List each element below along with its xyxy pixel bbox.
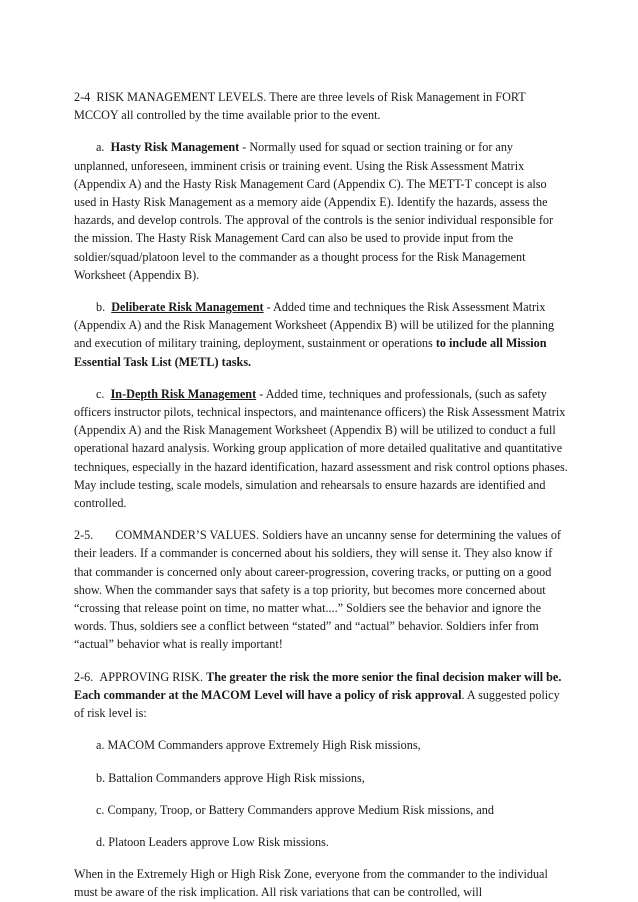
section-text: RISK MANAGEMENT LEVELS. There are three levels of Risk Management in FORT MCCOY all controlled by the time available prior to the event. [74, 90, 526, 123]
document-body [74, 88, 568, 902]
section-number: 2-4 [74, 90, 91, 104]
deliberate-title: Deliberate Risk Management [111, 300, 264, 315]
paragraph-hasty [74, 138, 568, 284]
deliberate-bold: to include all Mission Essential Task List (METL) tasks. [74, 336, 547, 369]
in-depth-text: - Added time, techniques and professionals, (such as safety officers instructor pilots, technical inspectors, and maintenance officers) the Risk Assessment Matrix (Appendix A) and the Risk Management Worksheet (Appendix B) will be utilized to conduct a full operational hazard analysis. Working group application of more detailed qualitative and quantitative techniques, especially in the hazard identification, hazard assessment and risk control options phases. May include testing, scale models, simulation and rehearsals to ensure hazards are identified and controlled. [74, 386, 568, 511]
item-letter: c. [96, 386, 105, 401]
section-2-6 [74, 668, 568, 723]
list-item: a. MACOM Commanders approve Extremely High Risk missions, [96, 738, 421, 753]
list-item: d. Platoon Leaders approve Low Risk missions. [96, 834, 329, 849]
section-number: 2-6. [74, 669, 94, 684]
section-lead: APPROVING RISK. [99, 669, 207, 684]
section-bold: The greater the risk the more senior the final decision maker will be. Each commander at the MACOM Level will have a policy of risk approval [74, 669, 562, 702]
section-2-4 [74, 88, 568, 124]
deliberate-text: - Added time and techniques the Risk Assessment Matrix (Appendix A) and the Risk Management Worksheet (Appendix B) will be utilized for the planning and execution of military training, deployment, sustainment or operations [74, 300, 555, 351]
closing-paragraph: When in the Extremely High or High Risk Zone, everyone from the commander to the individual must be aware of the risk implication. All risk variations that can be controlled, will [74, 867, 548, 900]
section-number: 2-5. [74, 528, 94, 543]
hasty-title: Hasty Risk Management [110, 140, 240, 155]
list-item: c. Company, Troop, or Battery Commanders approve Medium Risk missions, and [96, 802, 494, 817]
in-depth-title: In-Depth Risk Management [110, 386, 257, 401]
list-item: b. Battalion Commanders approve High Risk missions, [96, 770, 365, 785]
item-letter: b. [96, 300, 106, 315]
section-2-5 [74, 526, 568, 653]
paragraph-in-depth [74, 385, 568, 512]
section-text: . A suggested policy of risk level is: [74, 687, 560, 721]
paragraph-deliberate [74, 298, 568, 371]
section-text: COMMANDER’S VALUES. Soldiers have an uncanny sense for determining the values of their leaders. If a commander is concerned about his soldiers, they will sense it. They also know if that commander is concerned only about career-progression, covering tracks, or putting on a good show. When the commander says that safety is a top priority, but becomes more concerned about “crossing that release point on time, no matter what....” Soldiers see the behavior and ignore the words. Thus, soldiers see a conflict between “stated” and “actual” behavior. Soldiers infer from “actual” behavior what is really important! [74, 528, 561, 652]
hasty-text: - Normally used for squad or section training or for any unplanned, unforeseen, imminent crisis or training event. Using the Risk Assessment Matrix (Appendix A) and the Hasty Risk Management Card (Appendix C). The METT-T concept is also used in Hasty Risk Management as a memory aide (Appendix E). Identify the hazards, assess the hazards, and develop controls. The approval of the controls is the senior individual responsible for the mission. The Hasty Risk Management Card can also be used to provide input from the soldier/squad/platoon level to the commander as a thought process for the Risk Management Worksheet (Appendix B). [74, 140, 554, 282]
item-letter: a. [96, 140, 105, 155]
